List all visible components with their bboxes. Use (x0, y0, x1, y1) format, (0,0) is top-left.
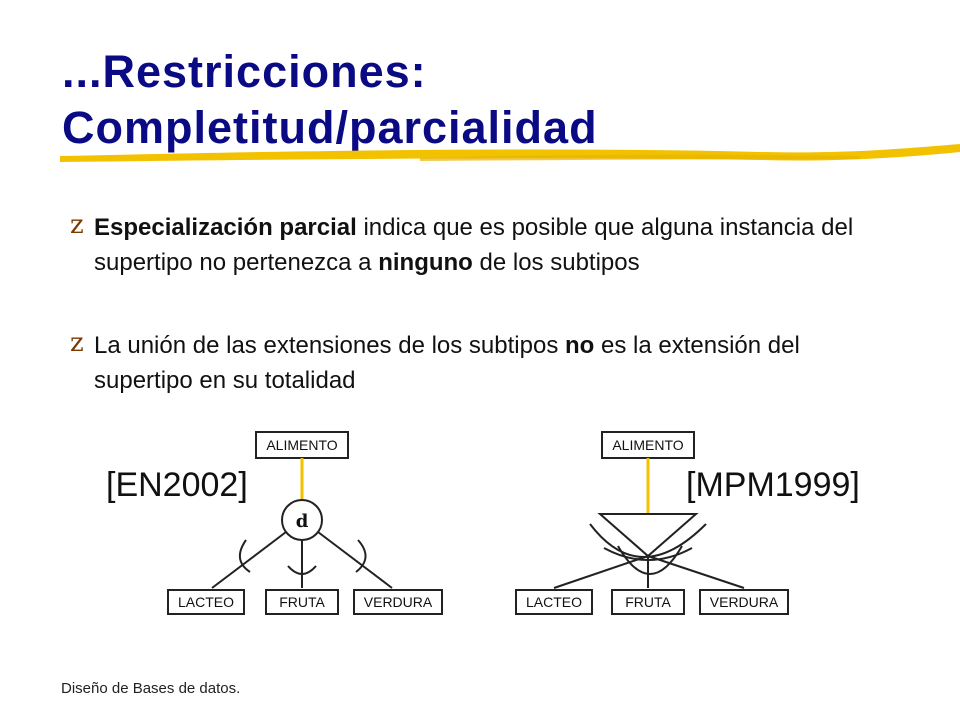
entity-verdura-left (354, 590, 442, 614)
bullet-marker: z (70, 328, 84, 358)
diagram-right (516, 432, 788, 614)
diagram-left (168, 432, 442, 614)
bullet-1-bold-1: Especialización parcial (94, 214, 357, 241)
slide-title-line-1: ...Restricciones: (62, 46, 427, 97)
slide-title-line-2: Completitud/parcialidad (62, 102, 598, 153)
bullet-2-bold-1: no (565, 332, 595, 359)
entity-fruta-right-label: FRUTA (625, 594, 671, 610)
subset-arc-left-1 (240, 540, 250, 572)
entity-alimento-left-label: ALIMENTO (266, 437, 338, 453)
entity-fruta-left-label: FRUTA (279, 594, 325, 610)
entity-verdura-right (700, 590, 788, 614)
entity-lacteo-right-label: LACTEO (525, 594, 583, 610)
entity-verdura-left-label: VERDURA (363, 594, 433, 610)
specialization-triangle (600, 514, 696, 556)
bullet-2-text-1: La unión de las extensiones de los subtipos (94, 332, 565, 359)
bullet-2-text-2: es la extensión del supertipo en su totalidad (94, 332, 800, 394)
disjoint-symbol: d (295, 511, 309, 532)
connector-left-verdura (318, 532, 392, 588)
bullet-1-text-2: de los subtipos (472, 249, 640, 276)
entity-alimento-right-label: ALIMENTO (612, 437, 684, 453)
bullet-1-bold-2: ninguno (378, 249, 473, 276)
citation-right: [MPM1999] (686, 466, 860, 504)
citation-left: [EN2002] (106, 466, 248, 504)
entity-verdura-right-label: VERDURA (709, 594, 779, 610)
entity-lacteo-right (516, 590, 592, 614)
entity-alimento-left (256, 432, 348, 458)
entity-lacteo-left-label: LACTEO (177, 594, 235, 610)
connector-left-lacteo (212, 532, 286, 588)
bullet-marker: z (70, 210, 84, 240)
entity-fruta-right (612, 590, 684, 614)
entity-lacteo-left (168, 590, 244, 614)
entity-alimento-right (602, 432, 694, 458)
entity-fruta-left (266, 590, 338, 614)
connector-right-lacteo (554, 556, 648, 588)
slide-footer: Diseño de Bases de datos. (61, 680, 241, 697)
connector-right-verdura (648, 556, 744, 588)
bullet-1-text-1: indica que es posible que alguna instancia del supertipo no pertenezca a (94, 214, 854, 276)
